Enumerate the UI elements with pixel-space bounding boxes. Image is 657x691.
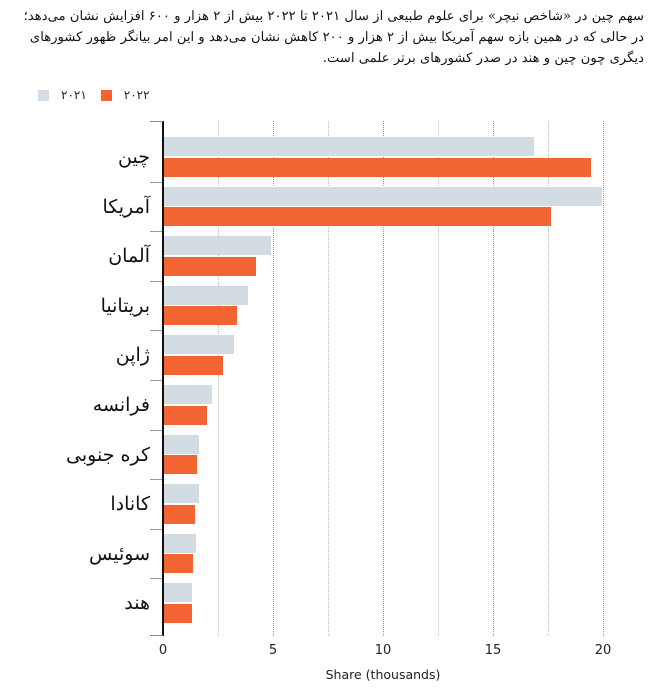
chart-caption: سهم چین در «شاخص نیچر» برای علوم طبیعی از سال ۲۰۲۱ تا ۲۰۲۲ بیش از ۲ هزار و ۶۰۰ افزایش نشان می‌دهد؛ در حالی که در همین بازه سهم آمریکا بیش از ۲ هزار و ۲۰۰ کاهش نشان می‌دهد و این امر بیانگر ظهور کشورهای دیگری چون چین و هند در صدر کشورهای برتر علمی است. [23,9,644,66]
category-label: چین [118,146,150,168]
axis-cap-bottom [150,635,163,636]
legend-label-2021: ۲۰۲۱ [61,88,87,102]
bar-2022 [164,406,207,425]
category-label: آمریکا [102,195,150,218]
category-tick [150,578,162,579]
gridline [603,121,604,636]
bar-2021 [164,435,199,454]
legend-label-2022: ۲۰۲۲ [123,88,150,102]
bar-2022 [164,505,195,524]
category-tick [150,182,162,183]
category-label: کانادا [110,493,150,516]
legend-swatch-2022 [101,90,112,101]
category-tick [150,430,162,431]
legend-item-2021 [38,88,87,102]
category-tick [150,479,162,480]
bar-2022 [164,257,256,276]
bar-2021 [164,187,602,206]
x-tick-label: 10 [374,643,392,658]
category-label: سوئیس [89,542,150,565]
bar-2022 [164,604,192,623]
category-label: هند [124,592,150,615]
legend-swatch-2021 [38,90,49,101]
category-label: ژاپن [115,344,150,367]
bar-2022 [164,158,591,177]
bar-2021 [164,484,199,503]
category-label: آلمان [108,245,150,268]
x-tick-label: 5 [268,643,278,658]
bar-2022 [164,306,237,325]
category-tick [150,330,162,331]
bar-2021 [164,335,234,354]
bar-2021 [164,583,192,602]
x-tick-label: 20 [594,643,612,658]
legend-item-2022 [101,88,150,102]
bar-2021 [164,534,196,553]
chart-legend [38,88,164,102]
category-tick [150,529,162,530]
x-tick-label: 0 [158,643,168,658]
category-label: کره جنوبی [66,443,150,466]
category-tick [150,281,162,282]
bar-2021 [164,385,212,404]
x-tick-label: 15 [484,643,502,658]
bar-2022 [164,554,193,573]
bar-2021 [164,236,271,255]
category-label: فرانسه [92,394,150,416]
bar-2022 [164,207,551,226]
bar-2022 [164,455,197,474]
category-label: بریتانیا [100,294,150,317]
x-axis-label: Share (thousands) [325,667,441,682]
bar-2021 [164,137,534,156]
bar-2022 [164,356,223,375]
category-tick [150,231,162,232]
axis-cap-top [150,121,163,122]
category-tick [150,380,162,381]
bar-2021 [164,286,248,305]
